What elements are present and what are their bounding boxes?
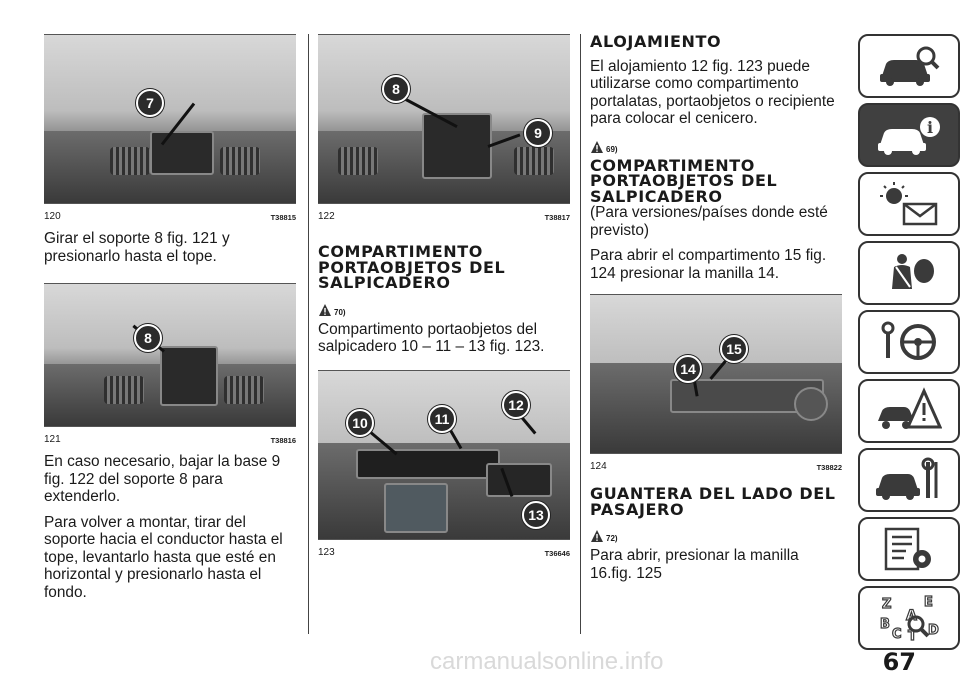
figure-code: T38822 [816,463,842,472]
dashboard-photo-121 [44,284,296,426]
section-heading: ALOJAMIENTO [590,32,722,51]
car-info-icon [876,111,942,159]
callout-7: 7 [136,89,164,117]
warning-triangle-icon [590,140,604,154]
watermark: carmanualsonline.info [430,648,664,675]
index-letter: Z [882,597,892,612]
index-letter: D [928,623,939,638]
figure-122 [318,34,570,222]
figure-code: T36646 [544,548,570,558]
warning-reference [318,297,570,317]
warning-ref-number: 70) [334,307,346,317]
column-divider [580,34,581,634]
svg-text:i: i [926,118,934,137]
callout-10: 10 [346,409,374,437]
tab-technical-data[interactable] [858,517,960,581]
tab-starting-driving[interactable] [858,310,960,374]
callout-14: 14 [674,355,702,383]
figure-number: 123 [318,546,335,558]
index-letter: E [924,595,933,610]
specifications-gear-icon [876,525,942,573]
warning-reference [590,134,842,154]
car-search-icon [876,42,942,90]
index-letter: B [880,617,890,632]
column-1 [44,34,296,601]
paragraph: En caso necesario, bajar la base 9 fig. 122 del soporte 8 para extenderlo. [44,453,281,505]
figure-code: T38815 [270,213,296,222]
paragraph: Compartimento portaobjetos del salpicadero 10 – 11 – 13 fig. 123. [318,320,545,355]
tab-safety[interactable] [858,241,960,305]
warning-reference [590,523,842,543]
figure-number: 121 [44,434,61,445]
warning-ref-number: 72) [606,534,618,543]
chapter-sidebar [858,34,956,655]
warning-triangle-icon [590,529,604,543]
callout-11: 11 [428,405,456,433]
figure-number: 120 [44,211,61,222]
tab-warning-lights-messages[interactable] [858,172,960,236]
figure-code: T38817 [544,213,570,222]
figure-121 [44,283,296,445]
tab-car-info[interactable] [858,103,960,167]
index-letter: T [908,629,917,642]
warning-light-message-icon [876,180,942,228]
section-heading: GUANTERA DEL LADO DEL PASAJERO [590,484,836,519]
car-road-hazard-icon [876,387,942,435]
callout-8: 8 [134,324,162,352]
page-number: 67 [882,648,916,676]
column-3 [590,34,842,582]
callout-13: 13 [522,501,550,529]
airbag-seatbelt-icon [876,249,942,297]
alphabetical-index-icon [876,594,942,642]
index-letter: C [892,627,902,642]
paragraph: El alojamiento 12 fig. 123 puede utilizarse como compartimento portalatas, portaobjetos o recipiente para colocar el cenicero. [590,57,835,127]
dashboard-photo-124 [590,295,842,453]
dashboard-photo-122 [318,35,570,203]
figure-124 [590,294,842,472]
paragraph: Girar el soporte 8 fig. 121 y presionarlo hasta el tope. [44,230,230,265]
car-tools-icon [876,456,942,504]
figure-123 [318,370,570,558]
callout-9: 9 [524,119,552,147]
warning-triangle-icon [318,303,332,317]
tab-emergency[interactable] [858,379,960,443]
tab-maintenance[interactable] [858,448,960,512]
figure-number: 122 [318,211,335,222]
callout-12: 12 [502,391,530,419]
warning-ref-number: 69) [606,144,618,154]
column-2 [318,34,570,558]
key-steering-wheel-icon [876,318,942,366]
index-letter: A [906,608,917,624]
paragraph: Para abrir el compartimento 15 fig. 124 presionar la manilla 14. [590,247,827,282]
dashboard-photo-120 [44,35,296,203]
callout-8: 8 [382,75,410,103]
figure-number: 124 [590,461,607,472]
section-heading: COMPARTIMENTO PORTAOBJETOS DEL SALPICADERO [590,155,778,206]
tab-car-search[interactable] [858,34,960,98]
paragraph: Para volver a montar, tirar del soporte hacia el conductor hasta el tope, levantarlo hasta que esté en horizontal y presionarlo hasta el fondo. [44,513,283,601]
paragraph: (Para versiones/países donde esté previsto) [590,204,828,239]
column-divider [308,34,309,634]
figure-120 [44,34,296,222]
tab-alphabetical-index[interactable] [858,586,960,650]
section-heading: COMPARTIMENTO PORTAOBJETOS DEL SALPICADERO [318,242,506,292]
dashboard-photo-123 [318,371,570,539]
figure-code: T38816 [270,436,296,445]
callout-15: 15 [720,335,748,363]
paragraph: Para abrir, presionar la manilla 16.fig. 125 [590,547,799,582]
